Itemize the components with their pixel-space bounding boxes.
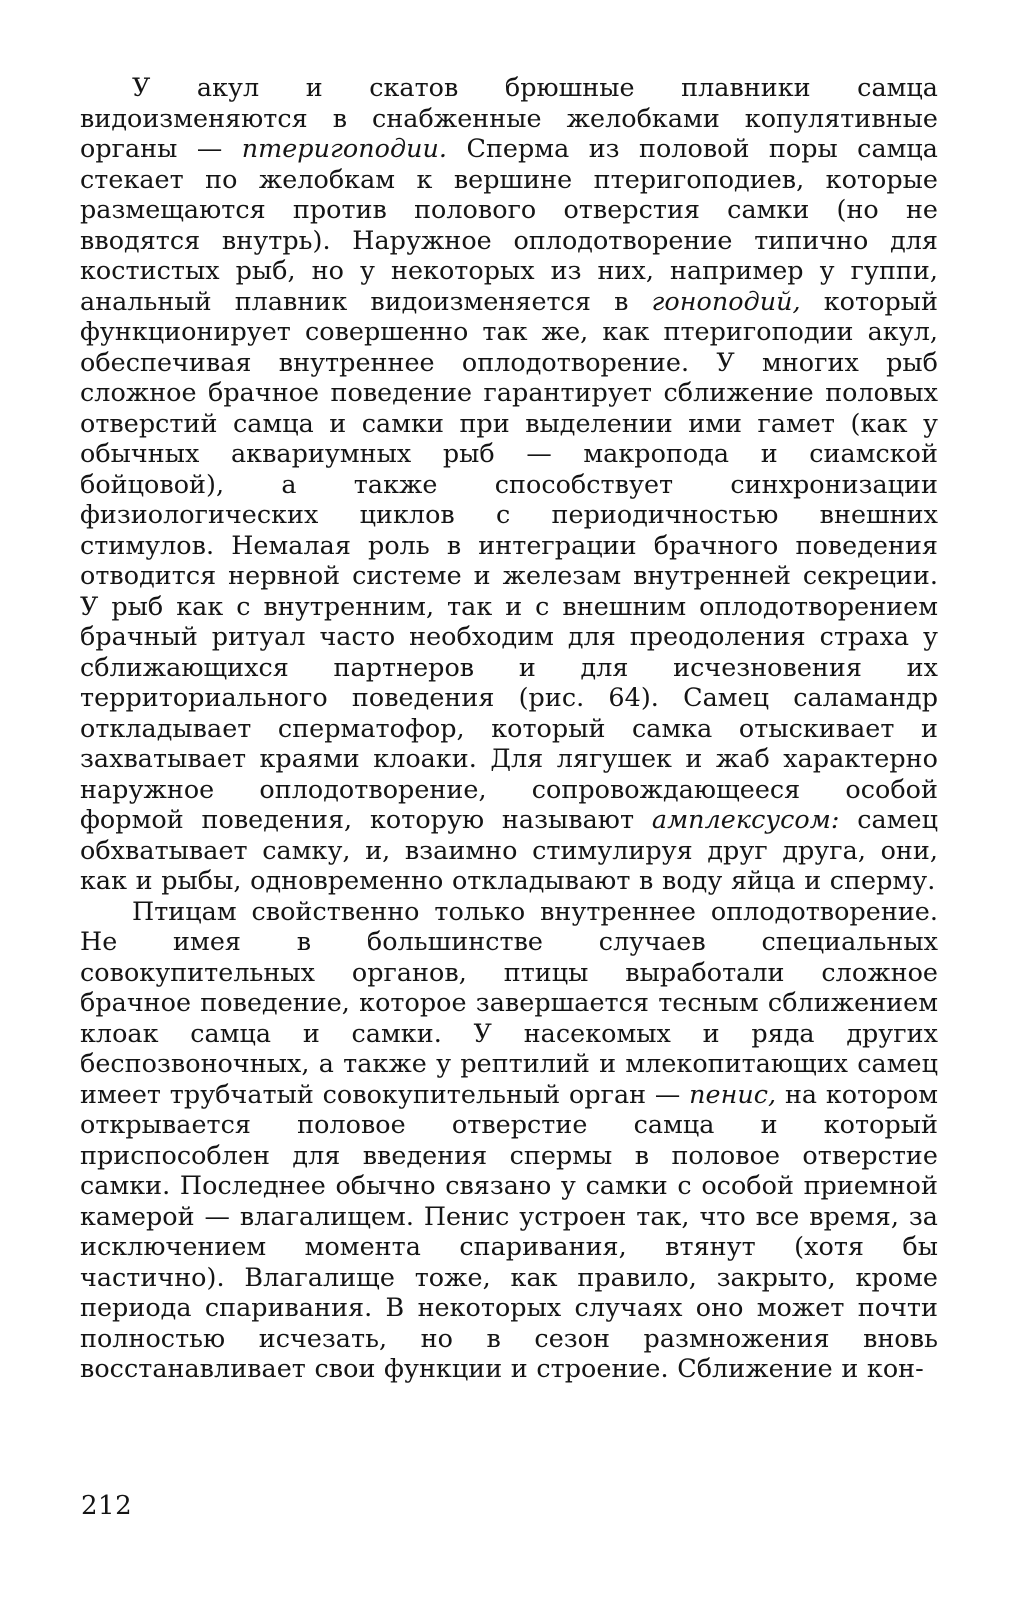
page-number: 212	[81, 1491, 133, 1521]
paragraph-1-text: Сперма из половой поры самца стекает по желобкам к вершине птеригоподиев, которые размещаются против полового отверстия самки (но не вводятся внутрь). Наружное оплодотворение типично для костистых рыб, но у некоторых из них, например у гуппи, анальный плавник видоизменяется в	[80, 133, 938, 316]
term-pterigopodii: птеригоподии.	[241, 133, 448, 163]
term-penis: пенис,	[689, 1078, 777, 1109]
paragraph-2	[80, 896, 938, 1384]
paragraph-1-text: который функционирует совершенно так же, как птеригоподии акул, обеспечивая внутреннее оплодотворение. У многих рыб сложное брачное поведение гарантирует сближение половых отверстий самца и самки при выделении ими гамет (как у обычных аквариумных рыб — макропода и сиамской бойцовой), а также способствует синхронизации физиологических циклов с периодичностью внешних стимулов. Немалая роль в интеграции брачного поведения отводится нервной системе и железам внутренней секреции. У рыб как с внутренним, так и с внешним оплодотворением брачный ритуал часто необходим для преодоления страха у сближающихся партнеров и для исчезновения их территориального поведения (рис. 64). Самец саламандр откладывает сперматофор, который самка отыскивает и захватывает краями клоаки. Для лягушек и жаб характерно наружное оплодотворение, сопровождающееся особой формой поведения, которую называют	[80, 285, 938, 834]
paragraph-2-text: на котором открывается половое отверстие самца и который приспособлен для введения спермы в половое отверстие самки. Последнее обычно связано у самки с особой приемной камерой — влагалищем. Пенис устроен так, что все время, за исключением момента спаривания, втянут (хотя бы частично). Влагалище тоже, как правило, закрыто, кроме периода спаривания. В некоторых случаях оно может почти полностью исчезать, но в сезон размножения вновь восстанавливает свои функции и строение. Сближение и кон-	[80, 1078, 938, 1383]
page-body	[80, 72, 938, 1384]
paragraph-1-text: самец обхватывает самку, и, взаимно стимулируя друг друга, они, как и рыбы, одновременно откладывают в воду яйца и сперму.	[80, 804, 938, 895]
term-amplexus: амплексусом:	[651, 804, 840, 834]
paragraph-1-text: У акул и скатов брюшные плавники самца видоизменяются в снабженные желобками копулятивные органы —	[80, 72, 938, 163]
paragraph-2-text: Птицам свойственно только внутреннее оплодотворение. Не имея в большинстве случаев специальных совокупительных органов, птицы выработали сложное брачное поведение, которое завершается тесным сближением клоак самца и самки. У насекомых и ряда других беспозвоночных, а также у рептилий и млекопитающих самец имеет трубчатый совокупительный орган —	[80, 895, 938, 1109]
term-gonopodiy: гоноподий,	[651, 285, 801, 316]
paragraph-1	[80, 72, 938, 896]
